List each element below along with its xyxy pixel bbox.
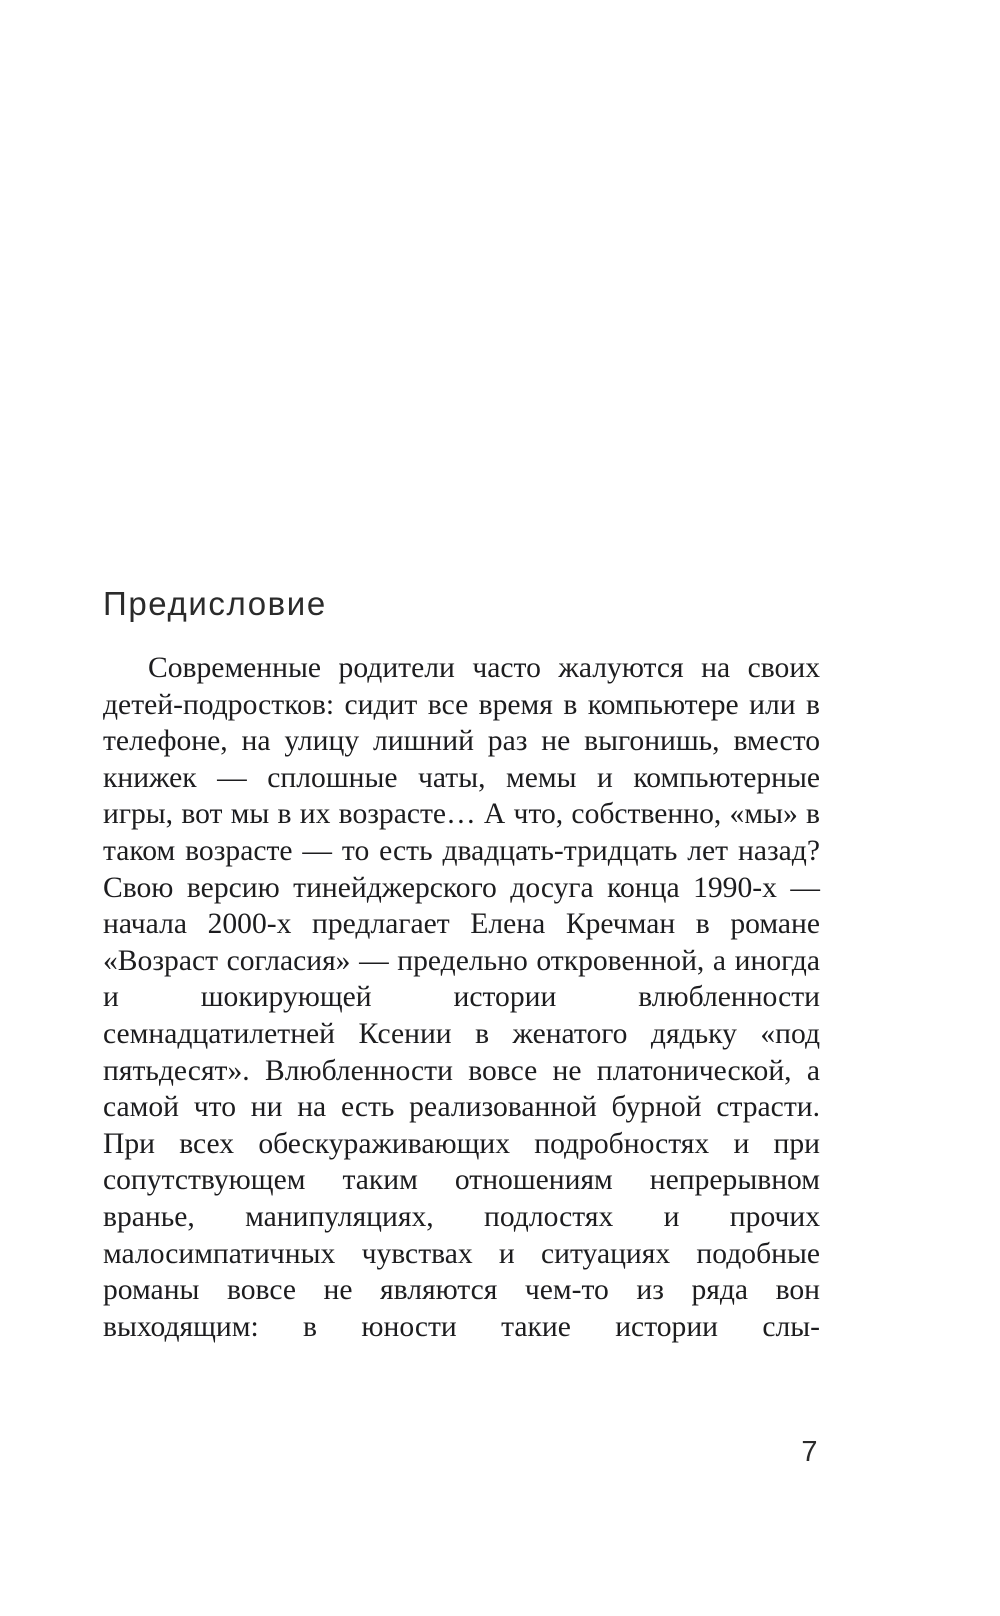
- chapter-heading: Предисловие: [103, 585, 327, 622]
- preface-paragraph: Современные родители часто жалуются на своих детей-подростков: сидит все время в компьютере или в телефоне, на улицу лишний раз не выгонишь, вместо книжек — сплошные чаты, мемы и компьютерные игры, вот мы в их возрасте… А что, собственно, «мы» в таком возрасте — то есть двадцать-тридцать лет назад? Свою версию тинейджерского досуга конца 1990-х — начала 2000-х предлагает Елена Кречман в романе «Возраст согласия» — предельно откровенной, а иногда и шокирующей истории влюбленности семнадцатилетней Ксении в женатого дядьку «под пятьдесят». Влюбленности вовсе не платонической, а самой что ни на есть реализованной бурной страсти. При всех обескураживающих подробностях и при сопутствующем таким отношениям непрерывном вранье, манипуляциях, подлостях и прочих малосимпатичных чувствах и ситуациях подобные романы вовсе не являются чем-то из ряда вон выходящим: в юности такие истории слы-: [103, 652, 820, 1343]
- page-number: 7: [801, 1436, 818, 1468]
- text-column: [103, 0, 820, 1616]
